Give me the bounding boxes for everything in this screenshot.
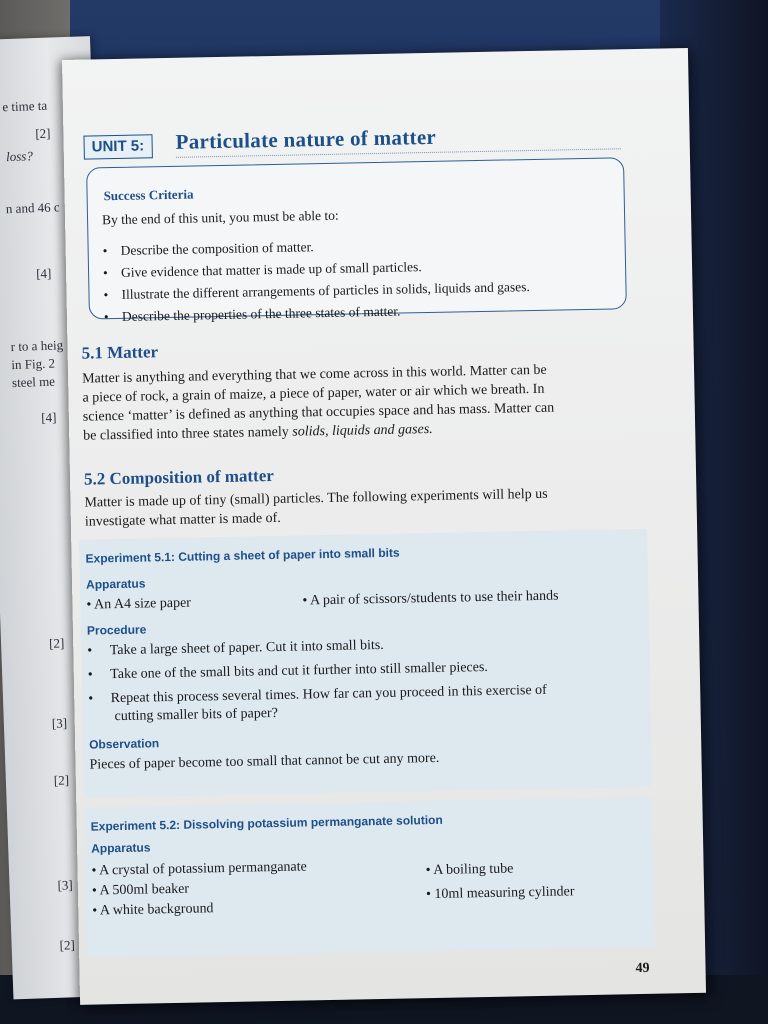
apparatus-label: Apparatus (91, 840, 151, 856)
left-page-fragment: in Fig. 2 (11, 355, 56, 373)
success-criteria-intro: By the end of this unit, you must be able to: (101, 207, 339, 228)
apparatus-item: • A 500ml beaker (91, 881, 190, 899)
procedure-text: Take a large sheet of paper. Cut it into small bits. (109, 637, 384, 659)
left-page-fragment: n and 46 c (5, 199, 60, 217)
criteria-text: Describe the properties of the three states of matter. (121, 303, 401, 324)
paragraph-line-text: be classified into three states namely (83, 424, 289, 444)
experiment-5-1-title: Experiment 5.1: Cutting a sheet of paper into small bits (85, 545, 400, 566)
procedure-text: Repeat this process several times. How far can you proceed in this exercise of (110, 682, 547, 707)
experiment-5-2-box (84, 797, 655, 958)
page-number: 49 (635, 960, 650, 977)
left-page-fragment: r to a heig (10, 337, 64, 355)
left-page-fragment: steel me (11, 373, 56, 391)
left-page-fragment: [3] (51, 715, 68, 731)
left-page-fragment: [4] (35, 265, 52, 282)
composition-paragraph (84, 483, 645, 532)
paragraph-line: Matter is made up of tiny (small) particles. The following experiments will help us (84, 486, 548, 511)
procedure-step: • Repeat this process several times. How far can you proceed in this exercise of (88, 682, 547, 707)
left-page-fragment: [2] (59, 937, 76, 953)
unit-title: Particulate nature of matter (175, 124, 437, 154)
apparatus-text: A boiling tube (433, 861, 514, 879)
unit-header (83, 121, 623, 161)
bullet-icon: • (102, 265, 108, 281)
apparatus-item: • 10ml measuring cylinder (425, 884, 575, 903)
section-title-composition: 5.2 Composition of matter (83, 466, 275, 489)
criteria-text: Give evidence that matter is made up of small particles. (120, 259, 422, 280)
bullet-icon: • (103, 309, 109, 325)
paragraph-line: a piece of rock, a grain of maize, a piece of paper, water or air which we breath. In (82, 381, 545, 406)
experiment-5-2-title: Experiment 5.2: Dissolving potassium permanganate solution (90, 812, 443, 834)
bullet-icon: • (102, 243, 108, 259)
criteria-text: Describe the composition of matter. (120, 239, 314, 258)
apparatus-text: An A4 size paper (93, 595, 192, 613)
left-page-fragment: e time ta (2, 97, 48, 115)
procedure-label: Procedure (86, 622, 147, 638)
procedure-step: • Take a large sheet of paper. Cut it into small bits. (87, 637, 384, 659)
paragraph-line: science ‘matter’ is defined as anything that occupies space and has mass. Matter can (82, 400, 555, 425)
apparatus-item: • A pair of scissors/students to use their hands (302, 588, 559, 609)
observation-label: Observation (89, 736, 160, 752)
success-criteria-heading: Success Criteria (103, 186, 194, 204)
apparatus-text: A pair of scissors/students to use their hands (309, 588, 559, 609)
procedure-step: • Take one of the small bits and cut it further into still smaller pieces. (87, 659, 488, 683)
apparatus-item: • A white background (92, 901, 214, 919)
left-page-fragment: [2] (35, 125, 51, 142)
section-title-matter: 5.1 Matter (81, 342, 159, 363)
apparatus-label: Apparatus (85, 576, 146, 592)
success-criteria-box (86, 157, 627, 325)
left-page-fragment: [3] (57, 877, 73, 893)
paragraph-line: investigate what matter is made of. (84, 510, 281, 530)
observation-text: Pieces of paper become too small that cannot be cut any more. (89, 750, 440, 773)
unit-badge: UNIT 5: (83, 134, 152, 159)
experiment-5-1-box (79, 529, 652, 798)
apparatus-item: • A boiling tube (425, 861, 514, 879)
apparatus-text: A 500ml beaker (99, 881, 190, 899)
textbook-page (62, 48, 706, 1005)
left-page-fragment: [4] (40, 409, 57, 426)
apparatus-text: 10ml measuring cylinder (434, 884, 575, 903)
left-page-fragment: [2] (53, 772, 70, 788)
procedure-text: Take one of the small bits and cut it further into still smaller pieces. (110, 659, 488, 683)
left-page-fragment: [2] (48, 635, 65, 651)
apparatus-item: • An A4 size paper (86, 595, 192, 613)
apparatus-item: • A crystal of potassium permanganate (91, 859, 307, 879)
success-criteria-list (102, 232, 530, 328)
bullet-icon: • (103, 287, 109, 303)
matter-paragraph (82, 359, 643, 446)
criteria-text: Illustrate the different arrangements of particles in solids, liquids and gases. (121, 279, 530, 302)
apparatus-text: A white background (99, 901, 214, 919)
apparatus-text: A crystal of potassium permanganate (99, 859, 307, 879)
paragraph-line: Matter is anything and everything that we come across in this world. Matter can be (81, 362, 547, 387)
left-page-fragment: loss? (5, 148, 34, 165)
procedure-step-continued: cutting smaller bits of paper? (114, 705, 279, 725)
states-of-matter: solids, liquids and gases. (292, 421, 433, 440)
